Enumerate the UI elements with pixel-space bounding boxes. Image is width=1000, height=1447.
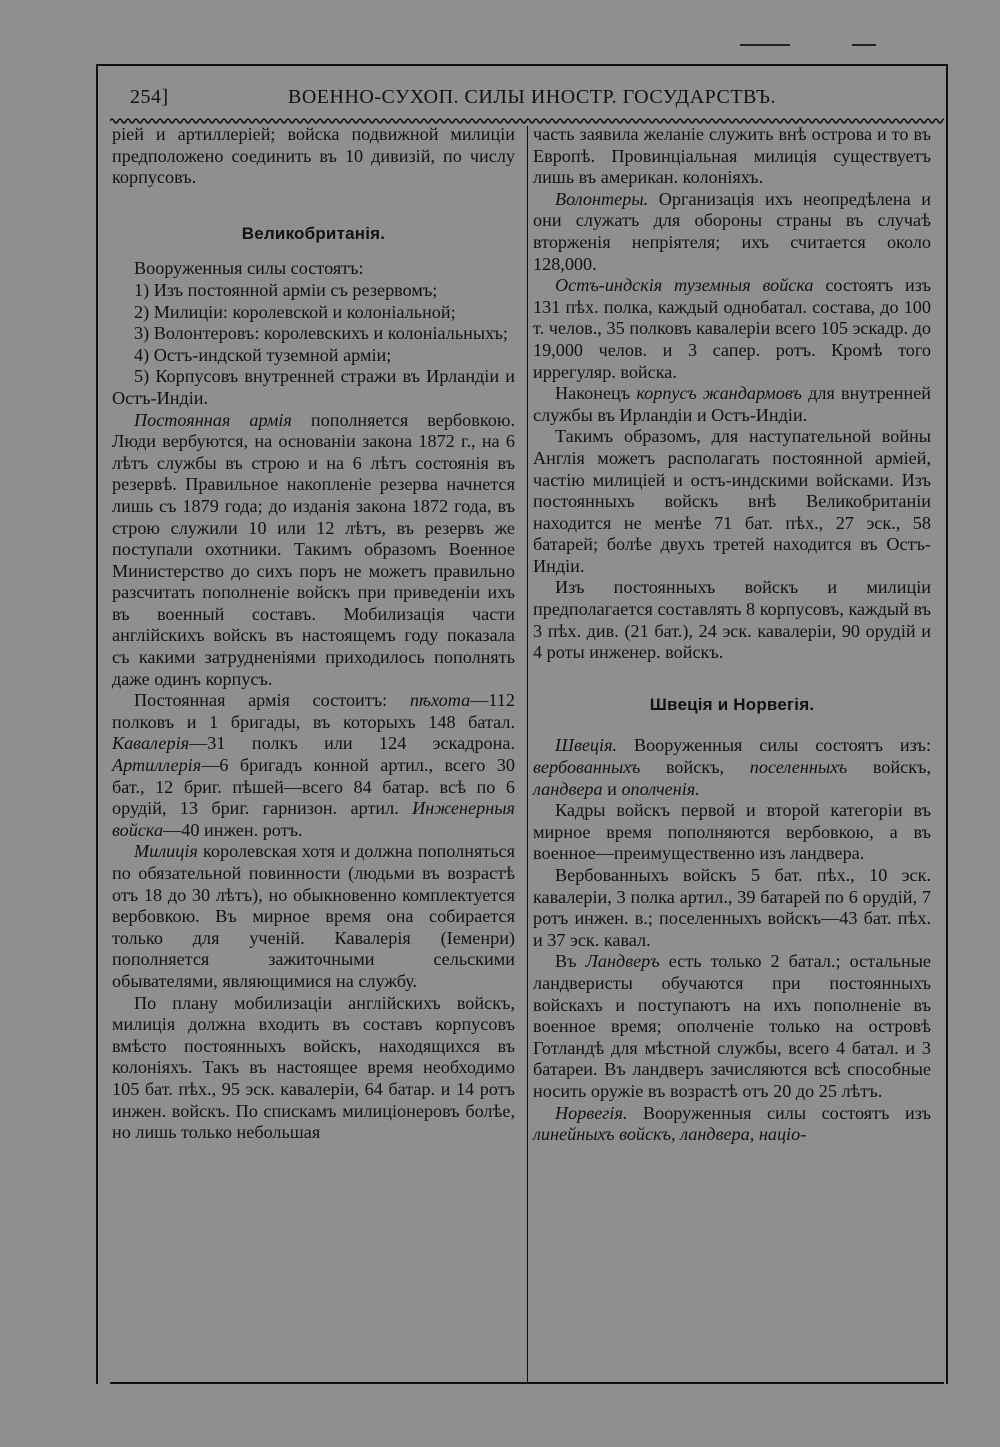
text: войскъ,: [847, 757, 931, 778]
emphasis: Милиція: [134, 841, 198, 862]
list-item: 1) Изъ постоянной арміи съ резервомъ;: [134, 279, 438, 300]
right-column: [533, 124, 931, 1146]
text: Вооруженныя силы состоятъ изъ:: [617, 735, 931, 756]
paragraph-landwehr: [533, 951, 931, 1102]
running-title: ВОЕННО-СУХОП. СИЛЫ ИНОСТР. ГОСУДАРСТВЪ.: [288, 86, 776, 108]
text: —112 полковъ и 1 бригады, въ которыхъ 148 батал.: [112, 690, 515, 732]
paragraph-volunteers: [533, 189, 931, 275]
paragraph-mobilization: По плану мобилизаціи англійскихъ войскъ, милиція должна входить въ составъ корпусовъ вмѣсто постоянныхъ войскъ, находящихся въ колоніяхъ. Такъ въ настоящее время необходимо 105 бат. пѣх., 95 эск. кавалеріи, 64 батар. и 14 ротъ инжен. войскъ. По спискамъ милиціонеровъ болѣе, но лишь только небольшая: [112, 992, 515, 1143]
emphasis: Кавалерія: [112, 733, 190, 754]
paragraph-gendarmes: [533, 383, 931, 426]
text: Наконецъ: [555, 383, 637, 404]
paragraph-norway: [533, 1103, 931, 1146]
paragraph: Вооруженныя силы состоятъ:: [134, 258, 364, 279]
top-edge-mark: [852, 44, 876, 46]
list-item: 4) Остъ-индской туземной арміи;: [134, 344, 392, 365]
left-column: [112, 124, 515, 1144]
emphasis: Артиллерія: [112, 755, 202, 776]
top-rule: [96, 64, 946, 66]
paragraph-sweden: [533, 735, 931, 800]
text: войскъ,: [640, 757, 750, 778]
paragraph: часть заявила желаніе служить внѣ острова и то въ Европѣ. Провинціальная милиція существуетъ лишь въ американ. колоніяхъ.: [533, 124, 931, 188]
list-item: 3) Волонтеровъ: королевскихъ и колоніальныхъ;: [134, 323, 508, 344]
paragraph-standing-army: [112, 410, 515, 691]
emphasis: вербованныхъ: [533, 757, 641, 778]
paragraph-militia: [112, 841, 515, 992]
paragraph: ріей и артиллеріей; войска подвижной милиціи предположено соединить въ 10 дивизій, по числу корпусовъ.: [112, 124, 515, 188]
emphasis: Швеція.: [555, 735, 618, 756]
text: Въ: [555, 951, 586, 972]
bottom-rule: [110, 1382, 944, 1384]
paragraph-native-troops: [533, 275, 931, 383]
text: Вооруженныя силы состоятъ изъ: [627, 1102, 931, 1123]
paragraph-recruited: Вербованныхъ войскъ 5 бат. пѣх., 10 эск. кавалеріи, 3 полка артил., 39 батарей по 6 орудій, 7 ротъ инжен. в.; поселенныхъ войскъ—43 бат. пѣх. и 37 эск. кавал.: [533, 865, 931, 950]
emphasis: корпусъ жандармовъ: [636, 383, 802, 404]
text: —31 полкъ или 124 эскадрона.: [189, 733, 515, 754]
text: и: [602, 778, 622, 799]
page-number: 254]: [130, 86, 169, 108]
list-item: 5) Корпусовъ внутренней стражи въ Ирландіи и Остъ-Индіи.: [112, 366, 515, 408]
emphasis: ландвера: [533, 778, 603, 799]
text: состоятъ изъ 131 пѣх. полка, каждый однобатал. состава, до 100 т. челов., 35 полковъ кавалеріи всего 105 эскадр. до 19,000 челов. и 3 сапер. ротъ. Кромѣ того иррегуляр. войска.: [533, 275, 931, 382]
column-divider: [527, 126, 528, 1382]
section-title-sweden-norway: Швеція и Норвегія.: [649, 694, 815, 714]
emphasis: Ландверъ: [585, 951, 660, 972]
page-header: [118, 86, 942, 114]
text: —6 бригадъ конной артил., всего 30 бат., 12 бриг. пѣшей—всего 84 батар. всѣ по 6 орудій, 13 бриг. гарнизон. артил.: [112, 755, 515, 819]
paragraph-corps: Изъ постоянныхъ войскъ и милиціи предполагается составлять 8 корпусовъ, каждый въ 3 пѣх. див. (21 бат.), 24 эск. кавалеріи, 90 орудій и 4 роты инженер. войскъ.: [533, 577, 931, 663]
text: Постоянная армія состоитъ:: [134, 690, 410, 711]
text: для внутренней службы въ Ирландіи и Остъ-Индіи.: [533, 383, 932, 425]
text: Организація ихъ неопредѣлена и они служатъ для обороны страны въ случаѣ вторженія непріятеля; ихъ считается около 128,000.: [533, 188, 931, 274]
text: пополняется вербовкою. Люди вербуются, на основаніи закона 1872 г., на 6 лѣтъ службы въ строю и на 6 лѣтъ состоянія въ резервѣ. Правильное накопленіе резерва начнется лишь съ 1879 года; до изданія закона 1872 года, въ строю служили 10 или 12 лѣтъ, въ резервъ же поступали охотники. Такимъ образомъ Военное Министерство до сихъ поръ не можетъ правильно разсчитать пополненіе войскъ при приведеніи ихъ въ военный составъ. Мобилизація части англійскихъ войскъ въ настоящемъ году показала съ какими затрудненіями приходилось пополнять даже одинъ корпусъ.: [112, 409, 515, 689]
emphasis: Волонтеры.: [555, 188, 649, 209]
emphasis: поселенныхъ: [749, 757, 848, 778]
text: королевская хотя и должна пополняться по обязательной повинности (людьми въ возрастѣ отъ 18 до 30 лѣтъ), но обыкновенно комплектуется вербовкою. Въ мирное время она собирается только для ученій. Кавалерія (Іеменри) пополняется зажиточными сельскими обывателями, являющимися на службу.: [112, 841, 515, 991]
emphasis: линейныхъ войскъ, ландвера, націо-: [533, 1124, 807, 1145]
list-item: 2) Милиціи: королевской и колоніальной;: [134, 301, 456, 322]
emphasis: Норвегія.: [555, 1102, 628, 1123]
top-edge-mark: [740, 44, 790, 46]
paragraph-cadres: Кадры войскъ первой и второй категоріи въ мирное время пополняются вербовкою, а въ военное—преимущественно изъ ландвера.: [533, 800, 931, 864]
section-title-great-britain: Великобританія.: [241, 223, 386, 243]
text: есть только 2 батал.; остальные ландвeристы обучаются при постоянныхъ войскахъ и поступаютъ на ихъ пополненіе въ военное время; ополченіе только на островѣ Готландѣ для мѣстной службы, всего 4 батал. и 3 батареи. Въ ландверъ зачисляются всѣ способные носить оружіе въ возрастѣ отъ 20 до 25 лѣтъ.: [533, 951, 931, 1101]
emphasis: ополченія.: [621, 778, 700, 799]
text: —40 инжен. ротъ.: [163, 819, 303, 840]
emphasis: пѣхота: [409, 690, 471, 711]
emphasis: Остъ-индскія туземныя войска: [555, 275, 814, 296]
paragraph-offensive: Такимъ образомъ, для наступательной войны Англія можетъ располагать постоянной арміей, частію милиціей и остъ-индскими войсками. Изъ постоянныхъ войскъ внѣ Великобританіи находится не менѣе 71 бат. пѣх., 27 эск., 58 батарей; болѣе двухъ третей находится въ Остъ-Индіи.: [533, 426, 931, 576]
emphasis: Инженерныя войска: [112, 798, 515, 840]
paragraph-composition: [112, 690, 515, 841]
emphasis: Постоянная армія: [134, 409, 292, 430]
